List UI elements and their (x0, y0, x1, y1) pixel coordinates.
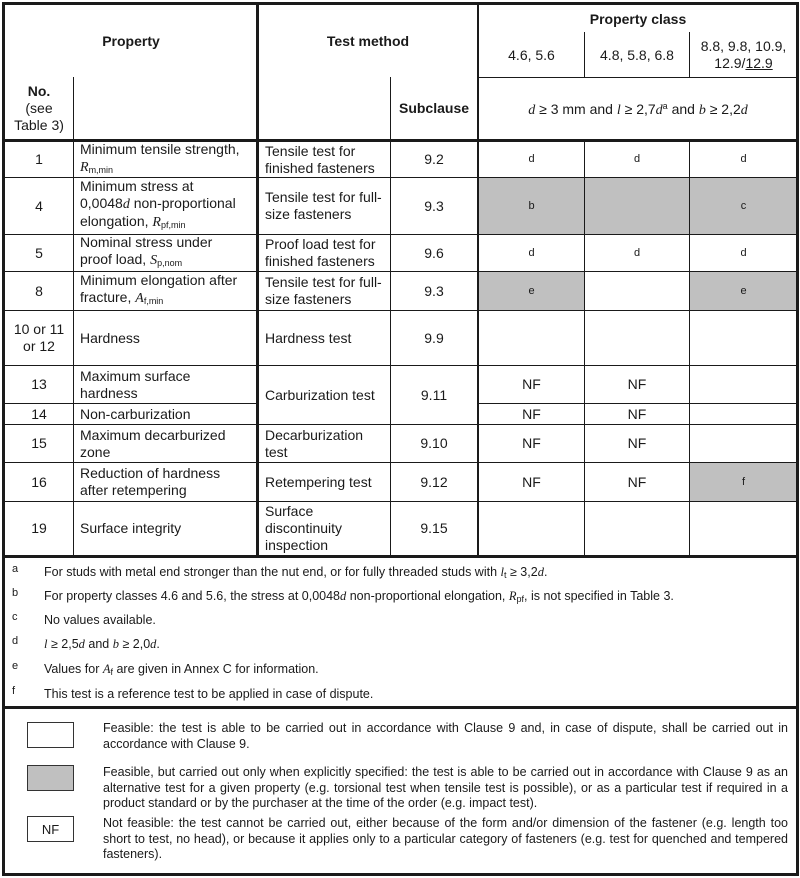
row-class-1: b (528, 199, 535, 212)
header-class-1: 4.6, 5.6 (508, 46, 555, 63)
t: and (84, 637, 113, 651)
sub: t (503, 570, 507, 580)
legend-swatch-on-request (27, 765, 74, 791)
footnote-letter: e (12, 660, 19, 672)
row-method: Surface discontinuity inspection (265, 503, 343, 553)
text: proof load, (80, 251, 151, 267)
row-method: Decarburization test (265, 426, 364, 460)
row-method: Tensile test for finished fasteners (265, 142, 375, 176)
footnote-letter: c (12, 611, 18, 623)
header-class-2: 4.8, 5.8, 6.8 (600, 46, 674, 63)
row-property: Surface integrity (80, 520, 182, 536)
sym-d: d (122, 197, 130, 212)
condition-text (528, 98, 748, 119)
header-property: Property (102, 32, 160, 49)
text: elongation, (80, 213, 153, 229)
row-no: 5 (35, 244, 43, 261)
property-text: Minimum elongation after (80, 272, 238, 288)
footnote-text (44, 565, 547, 580)
row-class-1: NF (522, 473, 541, 490)
row-no: 14 (31, 405, 47, 422)
footnote (0, 635, 800, 653)
row-subclause: 9.11 (420, 386, 448, 403)
t: . (156, 637, 160, 651)
sym-d: d (740, 103, 748, 118)
row-class-1: NF (522, 405, 541, 422)
header-class-3-line1: 8.8, 9.8, 10.9, (700, 38, 787, 54)
sym: l (500, 565, 504, 579)
footnote-text (44, 662, 319, 677)
class-3-text: 12.9/ (714, 55, 746, 71)
sym: A (135, 291, 144, 306)
sym: d (537, 565, 544, 579)
sym: S (150, 253, 158, 268)
footnote-letter: f (12, 685, 16, 697)
t: ≥ 2,5 (47, 637, 79, 651)
footnote-text (44, 589, 674, 604)
row-class-3: c (740, 199, 747, 212)
row-no: 16 (31, 473, 47, 490)
row-class-3: d (740, 246, 747, 259)
text: non-proportional (129, 195, 236, 211)
row-no: 4 (35, 197, 43, 214)
row-class-2 (585, 178, 689, 234)
cond-part: ≥ 3 mm and (535, 101, 617, 117)
row-subclause: 9.9 (424, 329, 444, 346)
row-no: 13 (31, 376, 47, 392)
cond-part: ≥ 2,7 (620, 101, 656, 117)
footnote-text: No values available. (44, 613, 156, 627)
sym: R (508, 589, 517, 603)
t: Values for (44, 662, 103, 676)
row-property: Non-carburization (80, 405, 191, 422)
sym-d: d (528, 103, 536, 118)
property-symbol (80, 158, 113, 179)
footnote-text (44, 637, 160, 652)
legend-text-on-request: Feasible, but carried out only when explicitly specified: the test is able to be carried out in accordance with Clause 9 as an alternative test for a given property (e.g. torsional test when tensile test is possible), or as a particular test if required in a product standard or by the purchaser at the time of the order (e.g. impact test). (103, 765, 788, 810)
row-method: Proof load test for finished fasteners (265, 236, 376, 269)
property-text (80, 251, 182, 272)
property-text: Nominal stress under (80, 234, 213, 250)
footnote (0, 587, 800, 605)
legend-text-feasible: Feasible: the test is able to be carried out in accordance with Clause 9 and, in case of dispute, shall be carried out in accordance with Clause 9. (103, 721, 788, 751)
sym-l: l (616, 103, 621, 118)
row-method: Hardness test (265, 329, 352, 346)
row-method: Tensile test for full-size fasteners (265, 274, 382, 307)
header-test-method: Test method (326, 32, 410, 49)
row-class-1: e (528, 284, 535, 297)
header-no (5, 78, 73, 139)
cond-part: and (667, 101, 699, 117)
row-property (74, 235, 256, 271)
text: fracture, (80, 289, 136, 305)
property-text: Minimum stress at (80, 178, 194, 194)
footnote-letter: b (12, 587, 19, 599)
legend-swatch-not-feasible: NF (27, 816, 74, 842)
sym-sub: p,nom (157, 258, 183, 268)
footnote-letter: d (12, 635, 19, 647)
row-property (74, 272, 256, 310)
row-property: Reduction of hardness after retempering (80, 465, 221, 498)
row-subclause: 9.3 (424, 197, 444, 214)
footnote-ref: a (662, 101, 668, 111)
row-class-2: NF (627, 435, 647, 451)
sym-sub: pf,min (160, 220, 186, 230)
header-class-3 (690, 33, 797, 77)
sym-b: b (698, 103, 706, 118)
header-subclause: Subclause (398, 100, 470, 116)
t: ≥ 3,2 (506, 565, 538, 579)
row-method: Tensile test for full-size fasteners (265, 189, 382, 222)
sym: b (112, 637, 119, 651)
footnote (0, 563, 800, 581)
footnote-text: This test is a reference test to be applied in case of dispute. (44, 687, 374, 701)
row-class-1: d (528, 153, 535, 165)
sym: l (44, 637, 48, 651)
row-class-2: NF (627, 405, 647, 422)
sub: pf (516, 594, 525, 604)
sym: R (152, 215, 161, 230)
row-method: Carburization test (265, 386, 375, 403)
t: , is not specified in Table 3. (524, 589, 674, 603)
row-class-2 (585, 272, 689, 310)
sym-sub: f,min (143, 296, 164, 306)
row-subclause: 9.6 (424, 244, 444, 261)
property-text (80, 213, 185, 234)
row-class-1: NF (522, 376, 541, 392)
row-property: Hardness (80, 329, 140, 346)
legend-swatch-feasible (27, 722, 74, 748)
row-no: 19 (31, 520, 47, 536)
sym: d (340, 589, 347, 603)
row-class-1: d (528, 246, 535, 259)
row-class-3: f (741, 475, 746, 488)
header-no-label: No. (27, 83, 51, 99)
property-text (80, 289, 163, 310)
row-property: Maximum decarburized zone (80, 426, 226, 460)
class-3-underlined: 12.9 (745, 55, 773, 71)
header-property-class: Property class (589, 10, 687, 27)
row-class-2: NF (627, 473, 647, 490)
sym: R (80, 159, 89, 175)
cond-part: ≥ 2,2 (705, 101, 741, 117)
row-subclause: 9.10 (420, 435, 448, 451)
sym-sub: m,min (88, 164, 114, 175)
row-property: Maximum surface hardness (80, 367, 191, 401)
t: . (543, 565, 548, 579)
row-subclause: 9.3 (424, 282, 444, 299)
property-text (80, 195, 236, 213)
row-no: 1 (35, 151, 43, 167)
sym-d: d (655, 103, 663, 118)
legend-text-not-feasible: Not feasible: the test cannot be carried out, either because of the form and/or dimension of the fastener (e.g. length too short to test, no head), or because it applies only to a particular category of fasteners (e.g. test for quenched and tempered fasteners). (103, 816, 788, 861)
footnote (0, 611, 800, 629)
t: are given in Annex C for information. (112, 662, 319, 676)
row-class-2: NF (627, 376, 647, 392)
row-class-3: e (740, 284, 747, 297)
row-subclause: 9.12 (420, 473, 448, 490)
row-no: 15 (31, 435, 47, 451)
t: ≥ 2,0 (118, 637, 151, 651)
footnote (0, 660, 800, 678)
row-class-2: d (633, 246, 641, 259)
row-property (74, 178, 256, 234)
sym: d (150, 637, 157, 651)
t: For property classes 4.6 and 5.6, the stress at 0,0048 (44, 589, 340, 603)
row-class-1: NF (522, 435, 541, 451)
header-class-3-line2 (714, 55, 772, 72)
header-no-sub: (see Table 3) (14, 100, 64, 133)
footnote-letter: a (12, 563, 19, 575)
sym: d (78, 637, 85, 651)
sub: f (110, 667, 113, 677)
text: 0,0048 (80, 195, 123, 211)
t: non-proportional elongation, (346, 589, 509, 603)
row-class-2: d (633, 153, 641, 165)
sym: A (102, 662, 111, 676)
row-property (74, 142, 256, 177)
row-subclause: 9.2 (424, 151, 444, 167)
header-condition (479, 78, 797, 139)
t: For studs with metal end stronger than the nut end, or for fully threaded studs with (44, 565, 501, 579)
row-method: Retempering test (265, 473, 372, 490)
row-class-3: d (740, 153, 747, 165)
row-no: 10 or 11 or 12 (13, 321, 65, 354)
row-subclause: 9.15 (420, 520, 448, 536)
property-text: Minimum tensile strength, (80, 140, 240, 157)
footnote (0, 685, 800, 703)
row-no: 8 (35, 282, 43, 299)
